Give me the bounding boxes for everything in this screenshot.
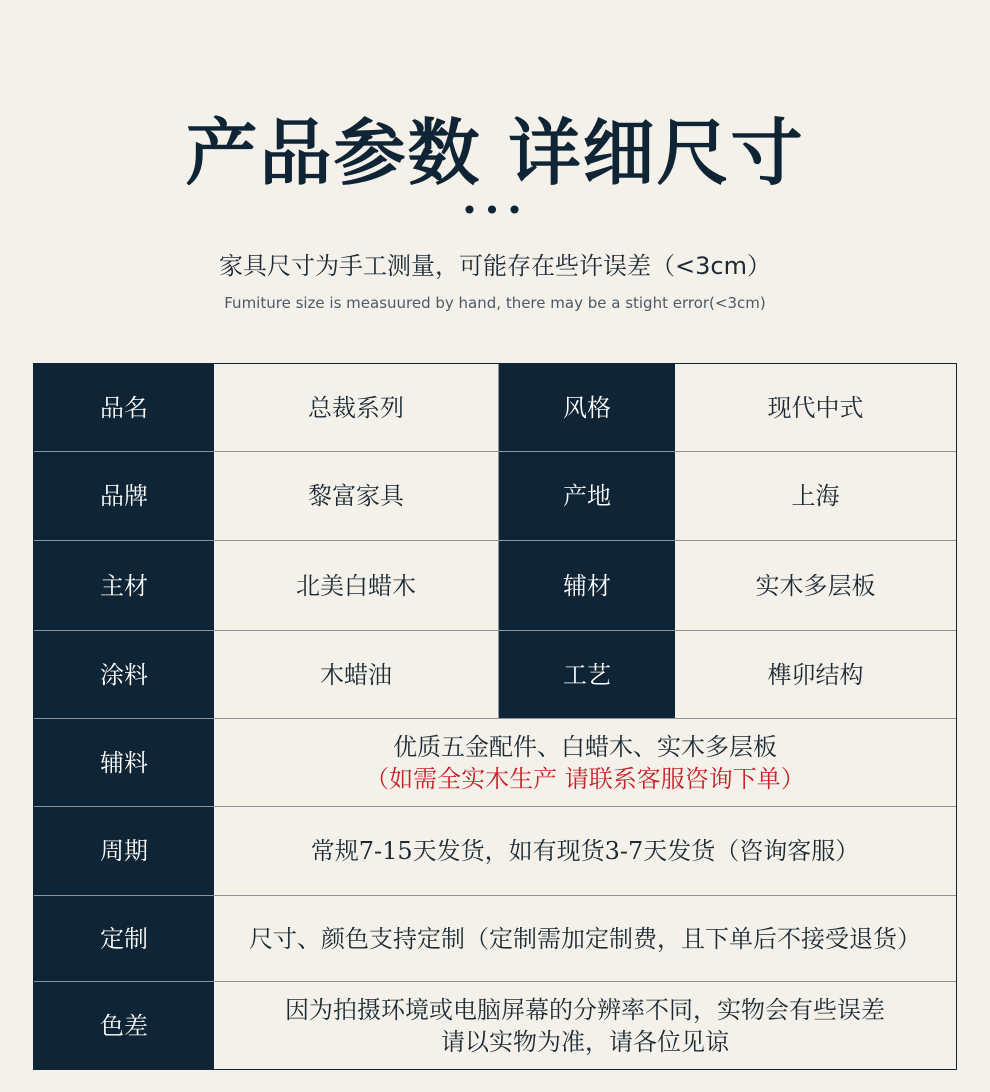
color-difference-note: 请以实物为准，请各位见谅 <box>441 1027 729 1056</box>
spec-value-name: 总裁系列 <box>214 364 499 451</box>
spec-value-accessories <box>214 719 956 806</box>
spec-value-origin: 上海 <box>791 482 840 510</box>
spec-value-color-difference <box>214 982 956 1069</box>
table-row <box>34 631 956 719</box>
spec-value-aux-material: 实木多层板 <box>755 571 876 600</box>
subtitle-chinese: 家具尺寸为手工测量，可能存在些许误差（<3cm） <box>219 252 771 280</box>
spec-label-style: 风格 <box>499 364 675 451</box>
spec-label-main-material: 主材 <box>34 541 214 630</box>
spec-label-color-difference: 色差 <box>34 982 214 1069</box>
spec-label-name: 品名 <box>34 364 214 451</box>
spec-label-origin: 产地 <box>499 452 675 540</box>
table-row <box>34 364 956 452</box>
spec-label-brand: 品牌 <box>34 452 214 540</box>
spec-label-accessories: 辅料 <box>34 719 214 806</box>
spec-value-coating: 木蜡油 <box>214 631 499 718</box>
header <box>0 0 990 340</box>
spec-value-customization: 尺寸、颜色支持定制（定制需加定制费，且下单后不接受退货） <box>249 924 921 953</box>
table-row <box>34 719 956 807</box>
spec-label-aux-material: 辅材 <box>499 541 675 630</box>
spec-value-style: 现代中式 <box>767 393 864 422</box>
spec-value-craft: 榫卯结构 <box>767 660 864 689</box>
accessories-line: 优质五金配件、白蜡木、实木多层板 <box>393 732 777 761</box>
spec-value-brand: 黎富家具 <box>214 452 499 540</box>
table-row <box>34 452 956 541</box>
spec-label-craft: 工艺 <box>499 631 675 718</box>
color-difference-line: 因为拍摄环境或电脑屏幕的分辨率不同，实物会有些误差 <box>285 995 885 1024</box>
spec-value-main-material: 北美白蜡木 <box>214 541 499 630</box>
spec-label-coating: 涂料 <box>34 631 214 718</box>
accessories-note: （如需全实木生产 请联系客服咨询下单） <box>365 764 805 793</box>
page-title: 产品参数 详细尺寸 <box>185 110 805 195</box>
table-row <box>34 896 956 982</box>
dots-divider: ••• <box>461 194 529 227</box>
spec-table <box>33 363 957 1070</box>
table-row <box>34 982 956 1069</box>
spec-value-lead-time: 常规7-15天发货，如有现货3-7天发货（咨询客服） <box>310 837 860 865</box>
table-row <box>34 541 956 631</box>
table-row <box>34 807 956 896</box>
subtitle-english: Fumiture size is measuured by hand, there may be a stight error(<3cm) <box>224 294 766 312</box>
spec-label-lead-time: 周期 <box>34 807 214 895</box>
spec-label-customization: 定制 <box>34 896 214 981</box>
